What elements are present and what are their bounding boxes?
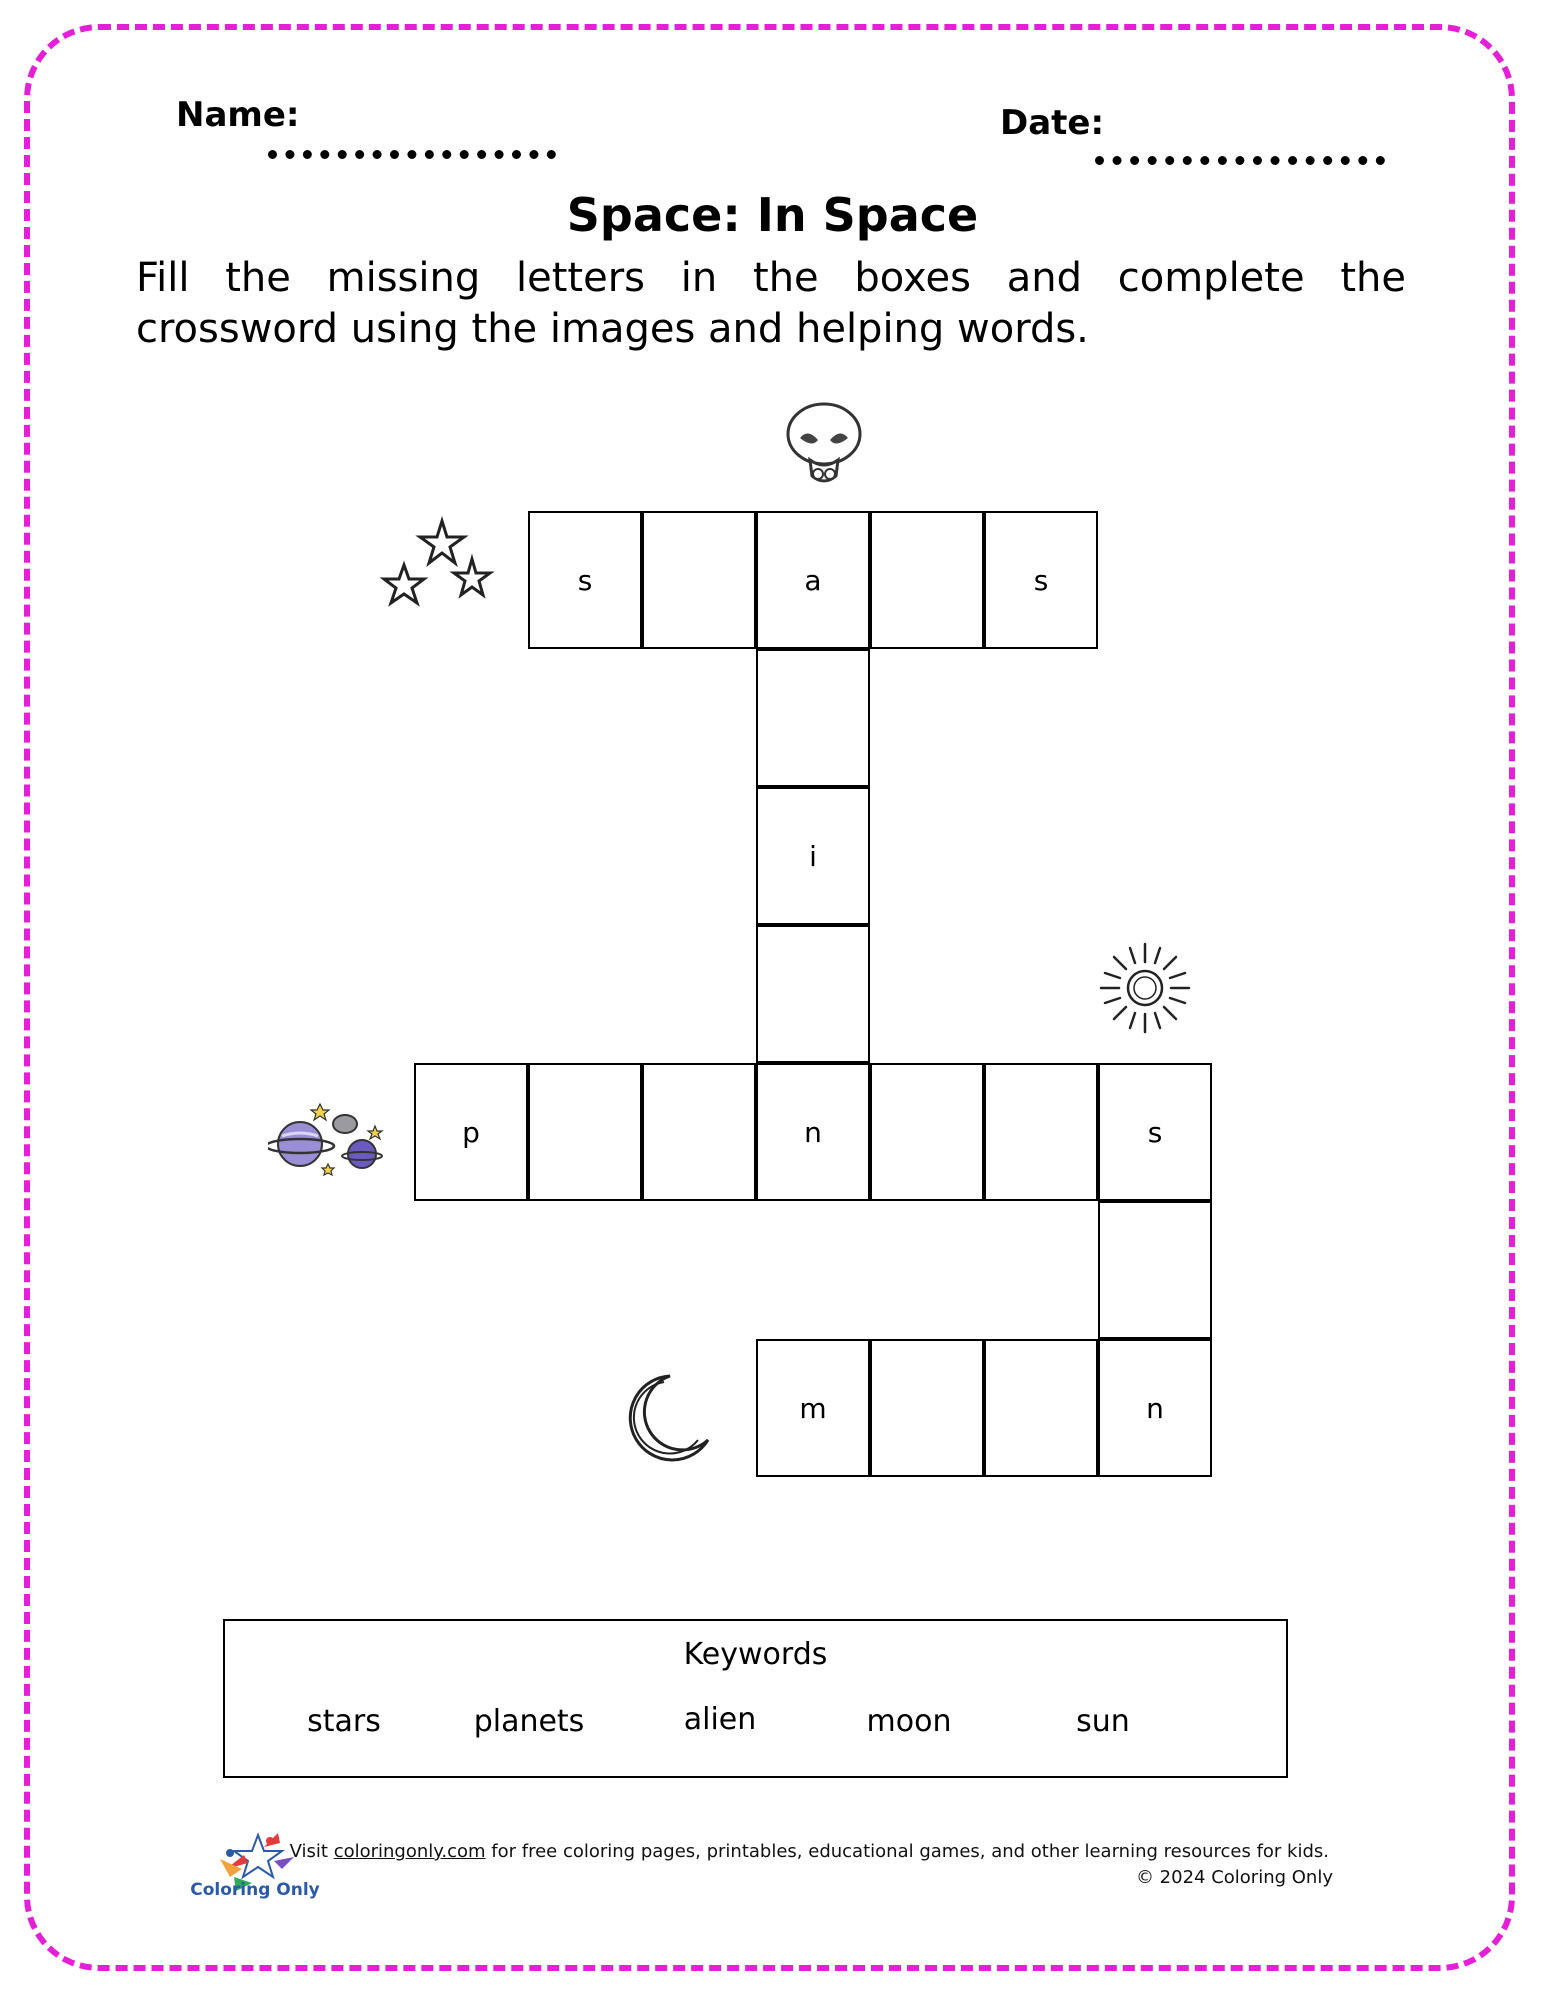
- keyword-item: stars: [307, 1704, 381, 1739]
- planets-icon: [268, 1096, 388, 1178]
- footer-copyright: © 2024 Coloring Only: [1135, 1867, 1333, 1888]
- crossword-cell[interactable]: s: [528, 511, 642, 649]
- footer-link[interactable]: coloringonly.com: [333, 1841, 486, 1862]
- name-label: Name:: [176, 95, 300, 135]
- crossword-cell[interactable]: [1098, 1201, 1212, 1339]
- moon-icon: [618, 1368, 714, 1464]
- crossword-cell[interactable]: i: [756, 787, 870, 925]
- crossword-cell[interactable]: s: [1098, 1063, 1212, 1201]
- keyword-item: sun: [1076, 1704, 1130, 1739]
- crossword-cell[interactable]: [870, 1339, 984, 1477]
- crossword-cell[interactable]: [984, 1063, 1098, 1201]
- crossword-cell[interactable]: [756, 649, 870, 787]
- crossword-cell[interactable]: [870, 511, 984, 649]
- crossword-cell[interactable]: n: [756, 1063, 870, 1201]
- crossword-cell[interactable]: [756, 925, 870, 1063]
- footer-visit-text: [290, 1841, 1329, 1862]
- keyword-item: planets: [473, 1704, 585, 1739]
- crossword-cell[interactable]: [870, 1063, 984, 1201]
- alien-icon: [778, 398, 874, 494]
- name-field[interactable]: [268, 150, 556, 159]
- instructions-text: Fill the missing letters in the boxes and complete the crossword using the images and helping words.: [136, 255, 1406, 352]
- crossword-cell[interactable]: [528, 1063, 642, 1201]
- date-label: Date:: [1000, 103, 1105, 143]
- crossword-cell[interactable]: s: [984, 511, 1098, 649]
- logo-text: Coloring Only: [190, 1880, 320, 1900]
- crossword-cell[interactable]: p: [414, 1063, 528, 1201]
- footer-visit-suffix: for free coloring pages, printables, educational games, and other learning resources for kids.: [485, 1841, 1329, 1862]
- crossword-cell[interactable]: [642, 1063, 756, 1201]
- keywords-box: [223, 1619, 1288, 1778]
- date-field[interactable]: [1095, 156, 1385, 165]
- crossword-cell[interactable]: m: [756, 1339, 870, 1477]
- crossword-cell[interactable]: [984, 1339, 1098, 1477]
- keyword-item: alien: [683, 1702, 757, 1737]
- keyword-item: moon: [866, 1704, 952, 1739]
- crossword-cell[interactable]: [642, 511, 756, 649]
- sun-icon: [1095, 938, 1195, 1038]
- keywords-title: Keywords: [683, 1637, 828, 1672]
- page-title: Space: In Space: [566, 188, 979, 242]
- crossword-cell[interactable]: n: [1098, 1339, 1212, 1477]
- stars-icon: [380, 515, 495, 620]
- footer-visit-prefix: Visit: [289, 1841, 334, 1862]
- crossword-cell[interactable]: a: [756, 511, 870, 649]
